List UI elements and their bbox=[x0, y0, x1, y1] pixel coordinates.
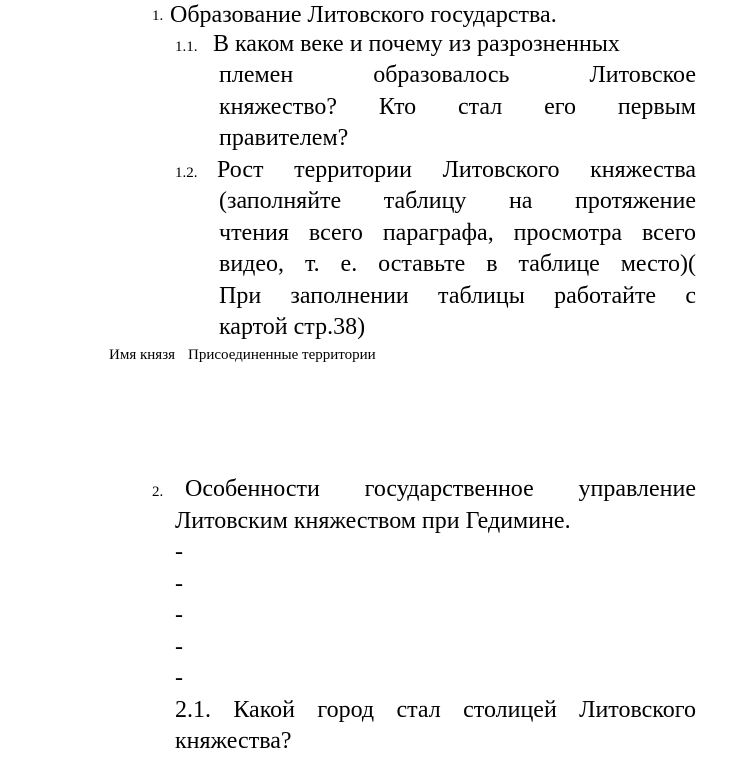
section-1-title: Образование Литовского государства. bbox=[170, 2, 557, 28]
question-2-1-line: 2.1. Какой город стал столицей Литовского bbox=[175, 697, 696, 723]
question-1-2-line: Рост территории Литовского княжества bbox=[217, 157, 696, 183]
bullet-dash: - bbox=[175, 571, 183, 597]
question-1-2-line: чтения всего параграфа, просмотра всего bbox=[219, 220, 696, 246]
question-1-2-number: 1.2. bbox=[175, 165, 198, 181]
question-1-1-line: княжество? Кто стал его первым bbox=[219, 94, 696, 120]
question-1-2-line: При заполнении таблицы работайте с bbox=[219, 283, 696, 309]
section-2-line: Особенности государственное управление bbox=[185, 476, 696, 502]
question-1-1-line: племен образовалось Литовское bbox=[219, 62, 696, 88]
question-1-1-line: В каком веке и почему из разрозненных bbox=[213, 31, 620, 57]
section-2-number: 2. bbox=[152, 484, 164, 500]
bullet-dash: - bbox=[175, 665, 183, 691]
bullet-dash: - bbox=[175, 539, 183, 565]
table-header-prince-name: Имя князя bbox=[109, 347, 176, 363]
question-1-1-number: 1.1. bbox=[175, 39, 198, 55]
bullet-dash: - bbox=[175, 634, 183, 660]
bullet-dash: - bbox=[175, 602, 183, 628]
question-1-2-line: картой стр.38) bbox=[219, 314, 366, 340]
section-2-line: Литовским княжеством при Гедимине. bbox=[175, 508, 571, 534]
question-1-2-line: (заполняйте таблицу на протяжение bbox=[219, 188, 696, 214]
section-1-number: 1. bbox=[152, 8, 164, 24]
question-1-2-line: видео, т. е. оставьте в таблице место)( bbox=[219, 251, 696, 277]
question-2-1-line: княжества? bbox=[175, 728, 292, 754]
question-1-1-line: правителем? bbox=[219, 125, 349, 151]
table-header-territories: Присоединенные территории bbox=[188, 347, 376, 363]
